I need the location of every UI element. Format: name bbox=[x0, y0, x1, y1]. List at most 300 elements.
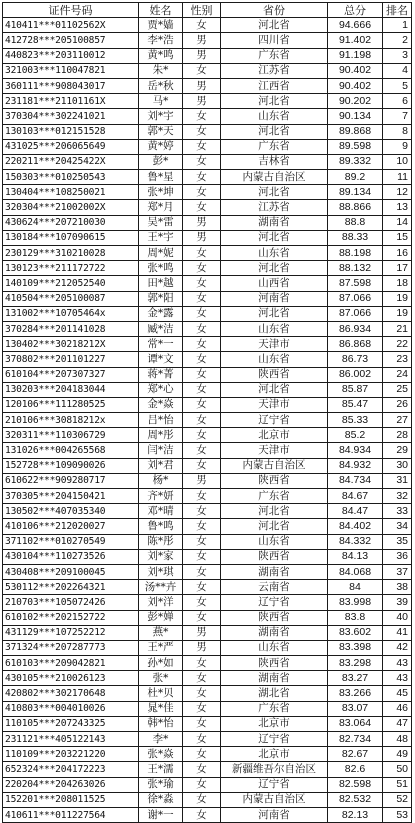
cell-province: 河南省 bbox=[221, 807, 328, 822]
cell-province: 山东省 bbox=[221, 321, 328, 336]
cell-gender: 女 bbox=[183, 321, 221, 336]
table-row bbox=[3, 534, 412, 549]
cell-total-score: 82.67 bbox=[328, 747, 383, 762]
table-row bbox=[3, 321, 412, 336]
cell-rank: 12 bbox=[383, 185, 412, 200]
cell-total-score: 88.33 bbox=[328, 230, 383, 245]
cell-province: 天津市 bbox=[221, 337, 328, 352]
table-row bbox=[3, 139, 412, 154]
cell-province: 广东省 bbox=[221, 701, 328, 716]
cell-name: 张*鸣 bbox=[139, 261, 183, 276]
cell-province: 陕西省 bbox=[221, 610, 328, 625]
cell-total-score: 83.8 bbox=[328, 610, 383, 625]
cell-id-number: 320304***21002002X bbox=[3, 200, 139, 215]
cell-gender: 女 bbox=[183, 170, 221, 185]
cell-province: 广东省 bbox=[221, 48, 328, 63]
cell-gender: 女 bbox=[183, 686, 221, 701]
table-row bbox=[3, 185, 412, 200]
cell-rank: 25 bbox=[383, 382, 412, 397]
table-row bbox=[3, 276, 412, 291]
table-row bbox=[3, 671, 412, 686]
cell-rank: 40 bbox=[383, 610, 412, 625]
cell-province: 湖南省 bbox=[221, 564, 328, 579]
cell-total-score: 84.932 bbox=[328, 458, 383, 473]
cell-province: 山东省 bbox=[221, 352, 328, 367]
cell-id-number: 230129***310210028 bbox=[3, 246, 139, 261]
cell-province: 辽宁省 bbox=[221, 413, 328, 428]
cell-id-number: 610622***909280717 bbox=[3, 473, 139, 488]
cell-province: 辽宁省 bbox=[221, 777, 328, 792]
header-name: 姓名 bbox=[139, 3, 183, 18]
table-row bbox=[3, 382, 412, 397]
table-row bbox=[3, 701, 412, 716]
cell-total-score: 83.998 bbox=[328, 595, 383, 610]
cell-rank: 15 bbox=[383, 230, 412, 245]
cell-name: 周*彤 bbox=[139, 428, 183, 443]
table-body bbox=[3, 18, 412, 823]
cell-name: 刘*君 bbox=[139, 458, 183, 473]
cell-id-number: 410504***205100087 bbox=[3, 291, 139, 306]
cell-total-score: 89.598 bbox=[328, 139, 383, 154]
cell-id-number: 131002***10705464x bbox=[3, 306, 139, 321]
cell-province: 湖南省 bbox=[221, 671, 328, 686]
cell-total-score: 89.2 bbox=[328, 170, 383, 185]
cell-gender: 女 bbox=[183, 777, 221, 792]
cell-rank: 13 bbox=[383, 200, 412, 215]
cell-gender: 女 bbox=[183, 443, 221, 458]
cell-id-number: 231121***405122143 bbox=[3, 732, 139, 747]
cell-gender: 女 bbox=[183, 610, 221, 625]
table-row bbox=[3, 458, 412, 473]
cell-name: 臧*洁 bbox=[139, 321, 183, 336]
cell-id-number: 150303***010250543 bbox=[3, 170, 139, 185]
cell-total-score: 88.198 bbox=[328, 246, 383, 261]
cell-gender: 女 bbox=[183, 382, 221, 397]
cell-gender: 男 bbox=[183, 230, 221, 245]
cell-province: 陕西省 bbox=[221, 549, 328, 564]
cell-name: 常*一 bbox=[139, 337, 183, 352]
table-row bbox=[3, 807, 412, 822]
cell-total-score: 86.934 bbox=[328, 321, 383, 336]
cell-total-score: 84 bbox=[328, 580, 383, 595]
cell-total-score: 83.07 bbox=[328, 701, 383, 716]
cell-province: 河北省 bbox=[221, 382, 328, 397]
cell-id-number: 430104***110273526 bbox=[3, 549, 139, 564]
cell-name: 邓*晴 bbox=[139, 504, 183, 519]
cell-province: 四川省 bbox=[221, 33, 328, 48]
cell-total-score: 89.134 bbox=[328, 185, 383, 200]
table-row bbox=[3, 397, 412, 412]
cell-province: 天津市 bbox=[221, 443, 328, 458]
cell-total-score: 83.602 bbox=[328, 625, 383, 640]
cell-id-number: 430105***210026123 bbox=[3, 671, 139, 686]
cell-id-number: 130404***108250021 bbox=[3, 185, 139, 200]
cell-name: 蒋*菁 bbox=[139, 367, 183, 382]
cell-rank: 6 bbox=[383, 94, 412, 109]
cell-total-score: 86.73 bbox=[328, 352, 383, 367]
ranking-table bbox=[2, 2, 412, 823]
cell-name: 郭*天 bbox=[139, 124, 183, 139]
cell-gender: 女 bbox=[183, 139, 221, 154]
cell-name: 郭*阳 bbox=[139, 291, 183, 306]
table-row bbox=[3, 33, 412, 48]
table-row bbox=[3, 564, 412, 579]
cell-id-number: 610102***202152722 bbox=[3, 610, 139, 625]
cell-gender: 女 bbox=[183, 63, 221, 78]
cell-gender: 男 bbox=[183, 94, 221, 109]
cell-id-number: 410106***212020027 bbox=[3, 519, 139, 534]
cell-province: 河北省 bbox=[221, 185, 328, 200]
cell-name: 王*严 bbox=[139, 640, 183, 655]
cell-name: 鲁*鸣 bbox=[139, 519, 183, 534]
cell-id-number: 410803***004010026 bbox=[3, 701, 139, 716]
cell-province: 山东省 bbox=[221, 109, 328, 124]
cell-province: 内蒙古自治区 bbox=[221, 792, 328, 807]
table-row bbox=[3, 109, 412, 124]
cell-name: 金*焱 bbox=[139, 397, 183, 412]
cell-rank: 32 bbox=[383, 489, 412, 504]
cell-total-score: 94.666 bbox=[328, 18, 383, 33]
cell-name: 黄*婷 bbox=[139, 139, 183, 154]
cell-gender: 男 bbox=[183, 215, 221, 230]
table-row bbox=[3, 747, 412, 762]
table-row bbox=[3, 792, 412, 807]
cell-rank: 8 bbox=[383, 124, 412, 139]
cell-total-score: 82.6 bbox=[328, 762, 383, 777]
cell-total-score: 90.134 bbox=[328, 109, 383, 124]
cell-name: 刘*家 bbox=[139, 549, 183, 564]
header-row bbox=[3, 3, 412, 18]
cell-name: 周*妮 bbox=[139, 246, 183, 261]
cell-gender: 女 bbox=[183, 291, 221, 306]
cell-province: 北京市 bbox=[221, 428, 328, 443]
cell-rank: 28 bbox=[383, 428, 412, 443]
header-id-number: 证件号码 bbox=[3, 3, 139, 18]
cell-province: 河北省 bbox=[221, 94, 328, 109]
cell-province: 湖北省 bbox=[221, 686, 328, 701]
cell-province: 陕西省 bbox=[221, 473, 328, 488]
table-row bbox=[3, 686, 412, 701]
cell-rank: 19 bbox=[383, 291, 412, 306]
cell-gender: 女 bbox=[183, 564, 221, 579]
cell-rank: 29 bbox=[383, 443, 412, 458]
header-province: 省份 bbox=[221, 3, 328, 18]
table-row bbox=[3, 261, 412, 276]
cell-gender: 女 bbox=[183, 458, 221, 473]
cell-gender: 女 bbox=[183, 337, 221, 352]
cell-rank: 7 bbox=[383, 109, 412, 124]
cell-rank: 3 bbox=[383, 48, 412, 63]
cell-gender: 女 bbox=[183, 671, 221, 686]
cell-rank: 37 bbox=[383, 564, 412, 579]
cell-id-number: 410611***011227564 bbox=[3, 807, 139, 822]
cell-name: 吴*雷 bbox=[139, 215, 183, 230]
cell-total-score: 89.332 bbox=[328, 154, 383, 169]
cell-gender: 女 bbox=[183, 762, 221, 777]
cell-total-score: 85.47 bbox=[328, 397, 383, 412]
cell-gender: 女 bbox=[183, 413, 221, 428]
cell-province: 山东省 bbox=[221, 640, 328, 655]
table-row bbox=[3, 489, 412, 504]
cell-total-score: 84.068 bbox=[328, 564, 383, 579]
cell-gender: 女 bbox=[183, 18, 221, 33]
cell-name: 张* bbox=[139, 671, 183, 686]
cell-name: 郑*心 bbox=[139, 382, 183, 397]
cell-province: 江西省 bbox=[221, 78, 328, 93]
cell-name: 燕* bbox=[139, 625, 183, 640]
header-gender: 性别 bbox=[183, 3, 221, 18]
cell-id-number: 371324***207287773 bbox=[3, 640, 139, 655]
cell-id-number: 220211***20425422X bbox=[3, 154, 139, 169]
cell-name: 杜*贝 bbox=[139, 686, 183, 701]
cell-gender: 女 bbox=[183, 200, 221, 215]
cell-province: 河北省 bbox=[221, 261, 328, 276]
table-row bbox=[3, 154, 412, 169]
cell-gender: 女 bbox=[183, 352, 221, 367]
cell-name: 谭*文 bbox=[139, 352, 183, 367]
cell-name: 李*浩 bbox=[139, 33, 183, 48]
cell-name: 张*坤 bbox=[139, 185, 183, 200]
cell-gender: 男 bbox=[183, 473, 221, 488]
cell-id-number: 210106***30818212x bbox=[3, 413, 139, 428]
cell-rank: 26 bbox=[383, 397, 412, 412]
cell-id-number: 120106***111280525 bbox=[3, 397, 139, 412]
cell-total-score: 84.332 bbox=[328, 534, 383, 549]
cell-total-score: 83.298 bbox=[328, 656, 383, 671]
cell-province: 广东省 bbox=[221, 139, 328, 154]
table-row bbox=[3, 78, 412, 93]
cell-province: 新疆维吾尔自治区 bbox=[221, 762, 328, 777]
cell-province: 山东省 bbox=[221, 534, 328, 549]
cell-province: 河北省 bbox=[221, 124, 328, 139]
cell-id-number: 130103***012151528 bbox=[3, 124, 139, 139]
cell-total-score: 84.734 bbox=[328, 473, 383, 488]
cell-province: 辽宁省 bbox=[221, 732, 328, 747]
table-row bbox=[3, 549, 412, 564]
cell-id-number: 130184***107090615 bbox=[3, 230, 139, 245]
cell-gender: 女 bbox=[183, 246, 221, 261]
cell-id-number: 220204***204263026 bbox=[3, 777, 139, 792]
table-row bbox=[3, 519, 412, 534]
cell-total-score: 91.402 bbox=[328, 33, 383, 48]
cell-name: 汤**卉 bbox=[139, 580, 183, 595]
cell-gender: 女 bbox=[183, 124, 221, 139]
cell-gender: 女 bbox=[183, 792, 221, 807]
cell-name: 吕*怡 bbox=[139, 413, 183, 428]
cell-total-score: 82.13 bbox=[328, 807, 383, 822]
cell-rank: 43 bbox=[383, 671, 412, 686]
table-row bbox=[3, 580, 412, 595]
cell-id-number: 321003***110047821 bbox=[3, 63, 139, 78]
cell-total-score: 86.002 bbox=[328, 367, 383, 382]
cell-id-number: 370802***201101227 bbox=[3, 352, 139, 367]
cell-total-score: 91.198 bbox=[328, 48, 383, 63]
cell-rank: 10 bbox=[383, 154, 412, 169]
cell-total-score: 88.866 bbox=[328, 200, 383, 215]
cell-id-number: 652324***204172223 bbox=[3, 762, 139, 777]
cell-gender: 男 bbox=[183, 625, 221, 640]
cell-province: 河北省 bbox=[221, 504, 328, 519]
cell-rank: 53 bbox=[383, 807, 412, 822]
cell-total-score: 84.47 bbox=[328, 504, 383, 519]
cell-rank: 33 bbox=[383, 504, 412, 519]
cell-gender: 女 bbox=[183, 595, 221, 610]
cell-total-score: 84.13 bbox=[328, 549, 383, 564]
cell-total-score: 89.868 bbox=[328, 124, 383, 139]
cell-rank: 35 bbox=[383, 534, 412, 549]
cell-rank: 39 bbox=[383, 595, 412, 610]
cell-total-score: 85.2 bbox=[328, 428, 383, 443]
cell-id-number: 610103***209042821 bbox=[3, 656, 139, 671]
table-row bbox=[3, 443, 412, 458]
table-row bbox=[3, 18, 412, 33]
cell-rank: 21 bbox=[383, 321, 412, 336]
cell-gender: 女 bbox=[183, 261, 221, 276]
cell-id-number: 131026***004265568 bbox=[3, 443, 139, 458]
cell-id-number: 130402***30218212X bbox=[3, 337, 139, 352]
cell-gender: 女 bbox=[183, 306, 221, 321]
cell-total-score: 88.132 bbox=[328, 261, 383, 276]
cell-province: 河北省 bbox=[221, 306, 328, 321]
cell-rank: 51 bbox=[383, 777, 412, 792]
cell-id-number: 110105***207243325 bbox=[3, 716, 139, 731]
cell-id-number: 412728***205100857 bbox=[3, 33, 139, 48]
cell-name: 鲁*星 bbox=[139, 170, 183, 185]
ranking-sheet bbox=[2, 2, 411, 823]
cell-id-number: 430624***207210030 bbox=[3, 215, 139, 230]
cell-rank: 1 bbox=[383, 18, 412, 33]
table-row bbox=[3, 473, 412, 488]
cell-province: 湖南省 bbox=[221, 625, 328, 640]
cell-id-number: 130123***211172722 bbox=[3, 261, 139, 276]
table-row bbox=[3, 215, 412, 230]
cell-total-score: 82.598 bbox=[328, 777, 383, 792]
table-row bbox=[3, 200, 412, 215]
cell-name: 张*瑜 bbox=[139, 777, 183, 792]
cell-rank: 16 bbox=[383, 246, 412, 261]
cell-name: 闫*洁 bbox=[139, 443, 183, 458]
cell-total-score: 82.532 bbox=[328, 792, 383, 807]
cell-gender: 男 bbox=[183, 33, 221, 48]
cell-gender: 女 bbox=[183, 580, 221, 595]
cell-name: 刘*宇 bbox=[139, 109, 183, 124]
cell-name: 彭* bbox=[139, 154, 183, 169]
table-row bbox=[3, 504, 412, 519]
cell-total-score: 82.734 bbox=[328, 732, 383, 747]
cell-gender: 女 bbox=[183, 504, 221, 519]
cell-gender: 女 bbox=[183, 397, 221, 412]
cell-province: 江苏省 bbox=[221, 63, 328, 78]
cell-rank: 38 bbox=[383, 580, 412, 595]
cell-id-number: 420802***302170648 bbox=[3, 686, 139, 701]
cell-name: 马* bbox=[139, 94, 183, 109]
cell-province: 陕西省 bbox=[221, 367, 328, 382]
cell-gender: 女 bbox=[183, 534, 221, 549]
cell-province: 辽宁省 bbox=[221, 595, 328, 610]
cell-gender: 男 bbox=[183, 78, 221, 93]
cell-total-score: 90.402 bbox=[328, 78, 383, 93]
cell-rank: 30 bbox=[383, 458, 412, 473]
cell-gender: 女 bbox=[183, 276, 221, 291]
cell-name: 刘*洋 bbox=[139, 595, 183, 610]
cell-total-score: 84.934 bbox=[328, 443, 383, 458]
cell-rank: 18 bbox=[383, 276, 412, 291]
table-row bbox=[3, 124, 412, 139]
cell-total-score: 88.8 bbox=[328, 215, 383, 230]
table-row bbox=[3, 230, 412, 245]
cell-total-score: 83.398 bbox=[328, 640, 383, 655]
cell-province: 云南省 bbox=[221, 580, 328, 595]
cell-id-number: 431025***206065649 bbox=[3, 139, 139, 154]
cell-id-number: 110109***203221220 bbox=[3, 747, 139, 762]
cell-gender: 男 bbox=[183, 640, 221, 655]
cell-province: 河北省 bbox=[221, 18, 328, 33]
cell-rank: 17 bbox=[383, 261, 412, 276]
cell-total-score: 83.266 bbox=[328, 686, 383, 701]
cell-gender: 女 bbox=[183, 489, 221, 504]
cell-id-number: 152201***208011525 bbox=[3, 792, 139, 807]
cell-id-number: 371102***010270549 bbox=[3, 534, 139, 549]
cell-id-number: 610104***207307327 bbox=[3, 367, 139, 382]
table-row bbox=[3, 640, 412, 655]
cell-total-score: 83.064 bbox=[328, 716, 383, 731]
cell-rank: 4 bbox=[383, 63, 412, 78]
cell-name: 彭*婵 bbox=[139, 610, 183, 625]
cell-gender: 女 bbox=[183, 367, 221, 382]
cell-id-number: 431129***107252212 bbox=[3, 625, 139, 640]
cell-rank: 50 bbox=[383, 762, 412, 777]
cell-name: 田*越 bbox=[139, 276, 183, 291]
table-row bbox=[3, 291, 412, 306]
cell-gender: 女 bbox=[183, 185, 221, 200]
cell-name: 黄*鸣 bbox=[139, 48, 183, 63]
table-row bbox=[3, 337, 412, 352]
cell-gender: 女 bbox=[183, 549, 221, 564]
table-row bbox=[3, 63, 412, 78]
cell-name: 贾*嫱 bbox=[139, 18, 183, 33]
cell-id-number: 130502***407035340 bbox=[3, 504, 139, 519]
cell-id-number: 140109***212052540 bbox=[3, 276, 139, 291]
cell-id-number: 360111***908043017 bbox=[3, 78, 139, 93]
cell-gender: 女 bbox=[183, 807, 221, 822]
cell-rank: 52 bbox=[383, 792, 412, 807]
cell-name: 杨* bbox=[139, 473, 183, 488]
cell-id-number: 430408***209100045 bbox=[3, 564, 139, 579]
cell-rank: 34 bbox=[383, 519, 412, 534]
cell-rank: 48 bbox=[383, 732, 412, 747]
cell-gender: 女 bbox=[183, 701, 221, 716]
cell-name: 朱* bbox=[139, 63, 183, 78]
cell-id-number: 152728***109090026 bbox=[3, 458, 139, 473]
cell-total-score: 86.868 bbox=[328, 337, 383, 352]
cell-province: 天津市 bbox=[221, 397, 328, 412]
cell-rank: 49 bbox=[383, 747, 412, 762]
cell-name: 刘*琪 bbox=[139, 564, 183, 579]
cell-rank: 9 bbox=[383, 139, 412, 154]
cell-name: 王*濡 bbox=[139, 762, 183, 777]
table-row bbox=[3, 48, 412, 63]
cell-id-number: 370305***204150421 bbox=[3, 489, 139, 504]
table-row bbox=[3, 762, 412, 777]
table-row bbox=[3, 246, 412, 261]
cell-total-score: 87.066 bbox=[328, 291, 383, 306]
table-row bbox=[3, 94, 412, 109]
cell-province: 山西省 bbox=[221, 276, 328, 291]
cell-rank: 14 bbox=[383, 215, 412, 230]
cell-total-score: 83.27 bbox=[328, 671, 383, 686]
table-row bbox=[3, 732, 412, 747]
table-row bbox=[3, 367, 412, 382]
